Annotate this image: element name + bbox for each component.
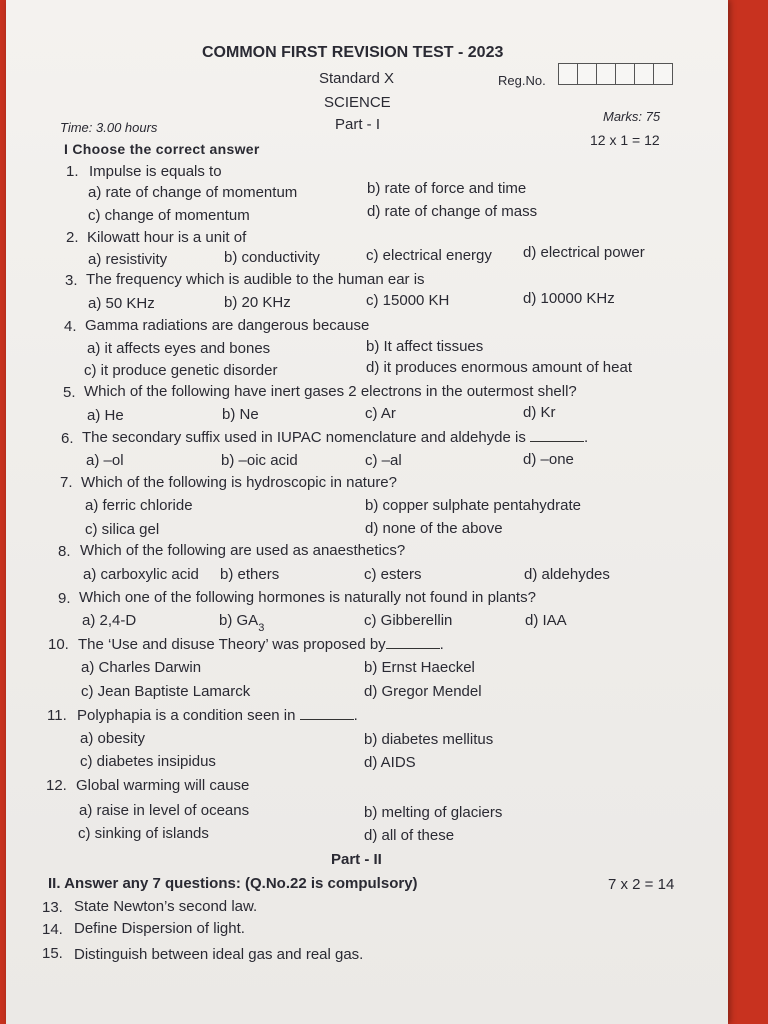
option-b: b) 20 KHz: [224, 294, 291, 311]
option-a: a) raise in level of oceans: [79, 802, 250, 819]
option-d: d) 10000 KHz: [523, 290, 615, 307]
question-suffix: .: [439, 636, 444, 653]
answer-blank: [300, 707, 354, 720]
question-number: 6.: [61, 430, 74, 447]
option-b: b) ethers: [220, 566, 280, 583]
option-d: d) IAA: [525, 612, 567, 629]
option-d: d) electrical power: [523, 244, 645, 261]
option-c: c) esters: [364, 566, 422, 583]
option-a: a) Charles Darwin: [81, 659, 202, 676]
option-a: a) resistivity: [88, 251, 168, 268]
option-a: a) rate of change of momentum: [88, 184, 298, 201]
option-d: d) rate of change of mass: [367, 203, 538, 220]
reg-no-boxes: [559, 63, 673, 85]
option-b: b) It affect tissues: [366, 338, 484, 355]
option-b: b) Ernst Haeckel: [364, 659, 475, 676]
option-a: a) He: [87, 407, 124, 424]
part1-heading: Part - I: [335, 116, 381, 133]
option-d: d) aldehydes: [524, 566, 610, 583]
question-text: Polyphapia is a condition seen in: [77, 707, 296, 724]
option-d: d) Kr: [523, 404, 556, 421]
option-c: c) diabetes insipidus: [80, 753, 216, 770]
question-number: 10.: [48, 636, 69, 653]
option-b: b) copper sulphate pentahydrate: [365, 497, 581, 514]
question-number: 15.: [42, 945, 63, 962]
option-d: d) Gregor Mendel: [364, 683, 482, 700]
question-number: 5.: [63, 384, 76, 401]
question-number: 13.: [42, 899, 63, 916]
option-b-wrap: [219, 612, 265, 634]
part1-marks: 12 x 1 = 12: [590, 132, 660, 148]
question-number: 7.: [60, 474, 73, 491]
total-marks: Marks: 75: [603, 109, 661, 124]
question-text: Which of the following are used as anaesthetics?: [80, 542, 406, 559]
time-label: Time: 3.00 hours: [60, 120, 158, 135]
answer-blank: [530, 429, 584, 442]
option-d: d) all of these: [364, 827, 455, 844]
question-text: The ‘Use and disuse Theory’ was proposed by: [78, 636, 386, 653]
question-suffix: .: [353, 707, 358, 724]
question-text: Define Dispersion of light.: [74, 920, 245, 937]
answer-blank: [386, 636, 440, 649]
part2-heading: Part - II: [331, 851, 382, 868]
exam-title: COMMON FIRST REVISION TEST - 2023: [202, 44, 504, 61]
option-d: d) it produces enormous amount of heat: [366, 359, 632, 376]
question-number: 2.: [66, 229, 79, 246]
option-c: c) change of momentum: [88, 207, 250, 224]
question-number: 3.: [65, 272, 78, 289]
reg-box: [596, 63, 616, 85]
question-text: State Newton’s second law.: [74, 898, 258, 915]
question-text: Which of the following have inert gases 2 electrons in the outermost shell?: [84, 383, 577, 400]
reg-no-label: Reg.No.: [498, 73, 546, 88]
option-b: b) –oic acid: [221, 452, 298, 469]
option-d: d) –one: [523, 451, 574, 468]
question-text: Global warming will cause: [76, 777, 250, 794]
question-text: The secondary suffix used in IUPAC nomenclature and aldehyde is: [82, 429, 526, 446]
reg-box: [653, 63, 673, 85]
option-a: a) –ol: [86, 452, 124, 469]
option-c: c) Ar: [365, 405, 396, 422]
question-text: Impulse is equals to: [89, 163, 222, 180]
reg-box: [558, 63, 578, 85]
question-text: Distinguish between ideal gas and real gas.: [74, 946, 364, 963]
option-b: b) rate of force and time: [367, 180, 527, 197]
option-b: b) diabetes mellitus: [364, 731, 494, 748]
question-text-wrap: [78, 636, 444, 654]
option-c: c) Gibberellin: [364, 612, 453, 629]
option-c: c) electrical energy: [366, 247, 492, 264]
question-text: The frequency which is audible to the human ear is: [86, 271, 425, 288]
option-b: b) Ne: [222, 406, 259, 423]
question-text: Gamma radiations are dangerous because: [85, 317, 370, 334]
question-text-wrap: [82, 429, 588, 447]
subscript: 3: [258, 622, 265, 634]
option-c: c) 15000 KH: [366, 292, 450, 309]
question-number: 4.: [64, 318, 77, 335]
option-a: a) 2,4-D: [82, 612, 137, 629]
option-a: a) carboxylic acid: [83, 566, 199, 583]
option-c: c) it produce genetic disorder: [84, 362, 278, 379]
option-d: d) AIDS: [364, 754, 416, 771]
question-number: 11.: [47, 707, 67, 724]
option-c: c) sinking of islands: [78, 825, 209, 842]
question-text: Which one of the following hormones is naturally not found in plants?: [79, 589, 536, 606]
question-text: Kilowatt hour is a unit of: [87, 229, 247, 246]
option-a: a) 50 KHz: [88, 295, 155, 312]
question-number: 14.: [42, 921, 63, 938]
question-number: 8.: [58, 543, 71, 560]
option-c: c) Jean Baptiste Lamarck: [81, 683, 251, 700]
option-b: b) melting of glaciers: [364, 804, 503, 821]
reg-box: [577, 63, 597, 85]
question-text: Which of the following is hydroscopic in nature?: [81, 474, 397, 491]
option-a: a) obesity: [80, 730, 146, 747]
option-d: d) none of the above: [365, 520, 503, 537]
reg-box: [615, 63, 635, 85]
section2-instruction: II. Answer any 7 questions: (Q.No.22 is compulsory): [48, 875, 418, 892]
option-c: c) silica gel: [85, 521, 160, 538]
subject-label: SCIENCE: [324, 94, 391, 111]
option-b: b) GA: [219, 612, 259, 629]
section1-instruction: I Choose the correct answer: [64, 141, 260, 157]
part2-marks: 7 x 2 = 14: [608, 876, 675, 893]
exam-paper: [6, 0, 728, 1024]
question-text-wrap: [77, 707, 358, 725]
option-b: b) conductivity: [224, 249, 320, 266]
question-number: 12.: [46, 777, 67, 794]
standard-label: Standard X: [319, 70, 395, 87]
question-number: 1.: [66, 163, 79, 180]
reg-box: [634, 63, 654, 85]
question-suffix: .: [584, 429, 589, 446]
option-a: a) ferric chloride: [85, 497, 193, 514]
option-c: c) –al: [365, 452, 402, 469]
question-number: 9.: [58, 590, 71, 607]
option-a: a) it affects eyes and bones: [87, 340, 271, 357]
